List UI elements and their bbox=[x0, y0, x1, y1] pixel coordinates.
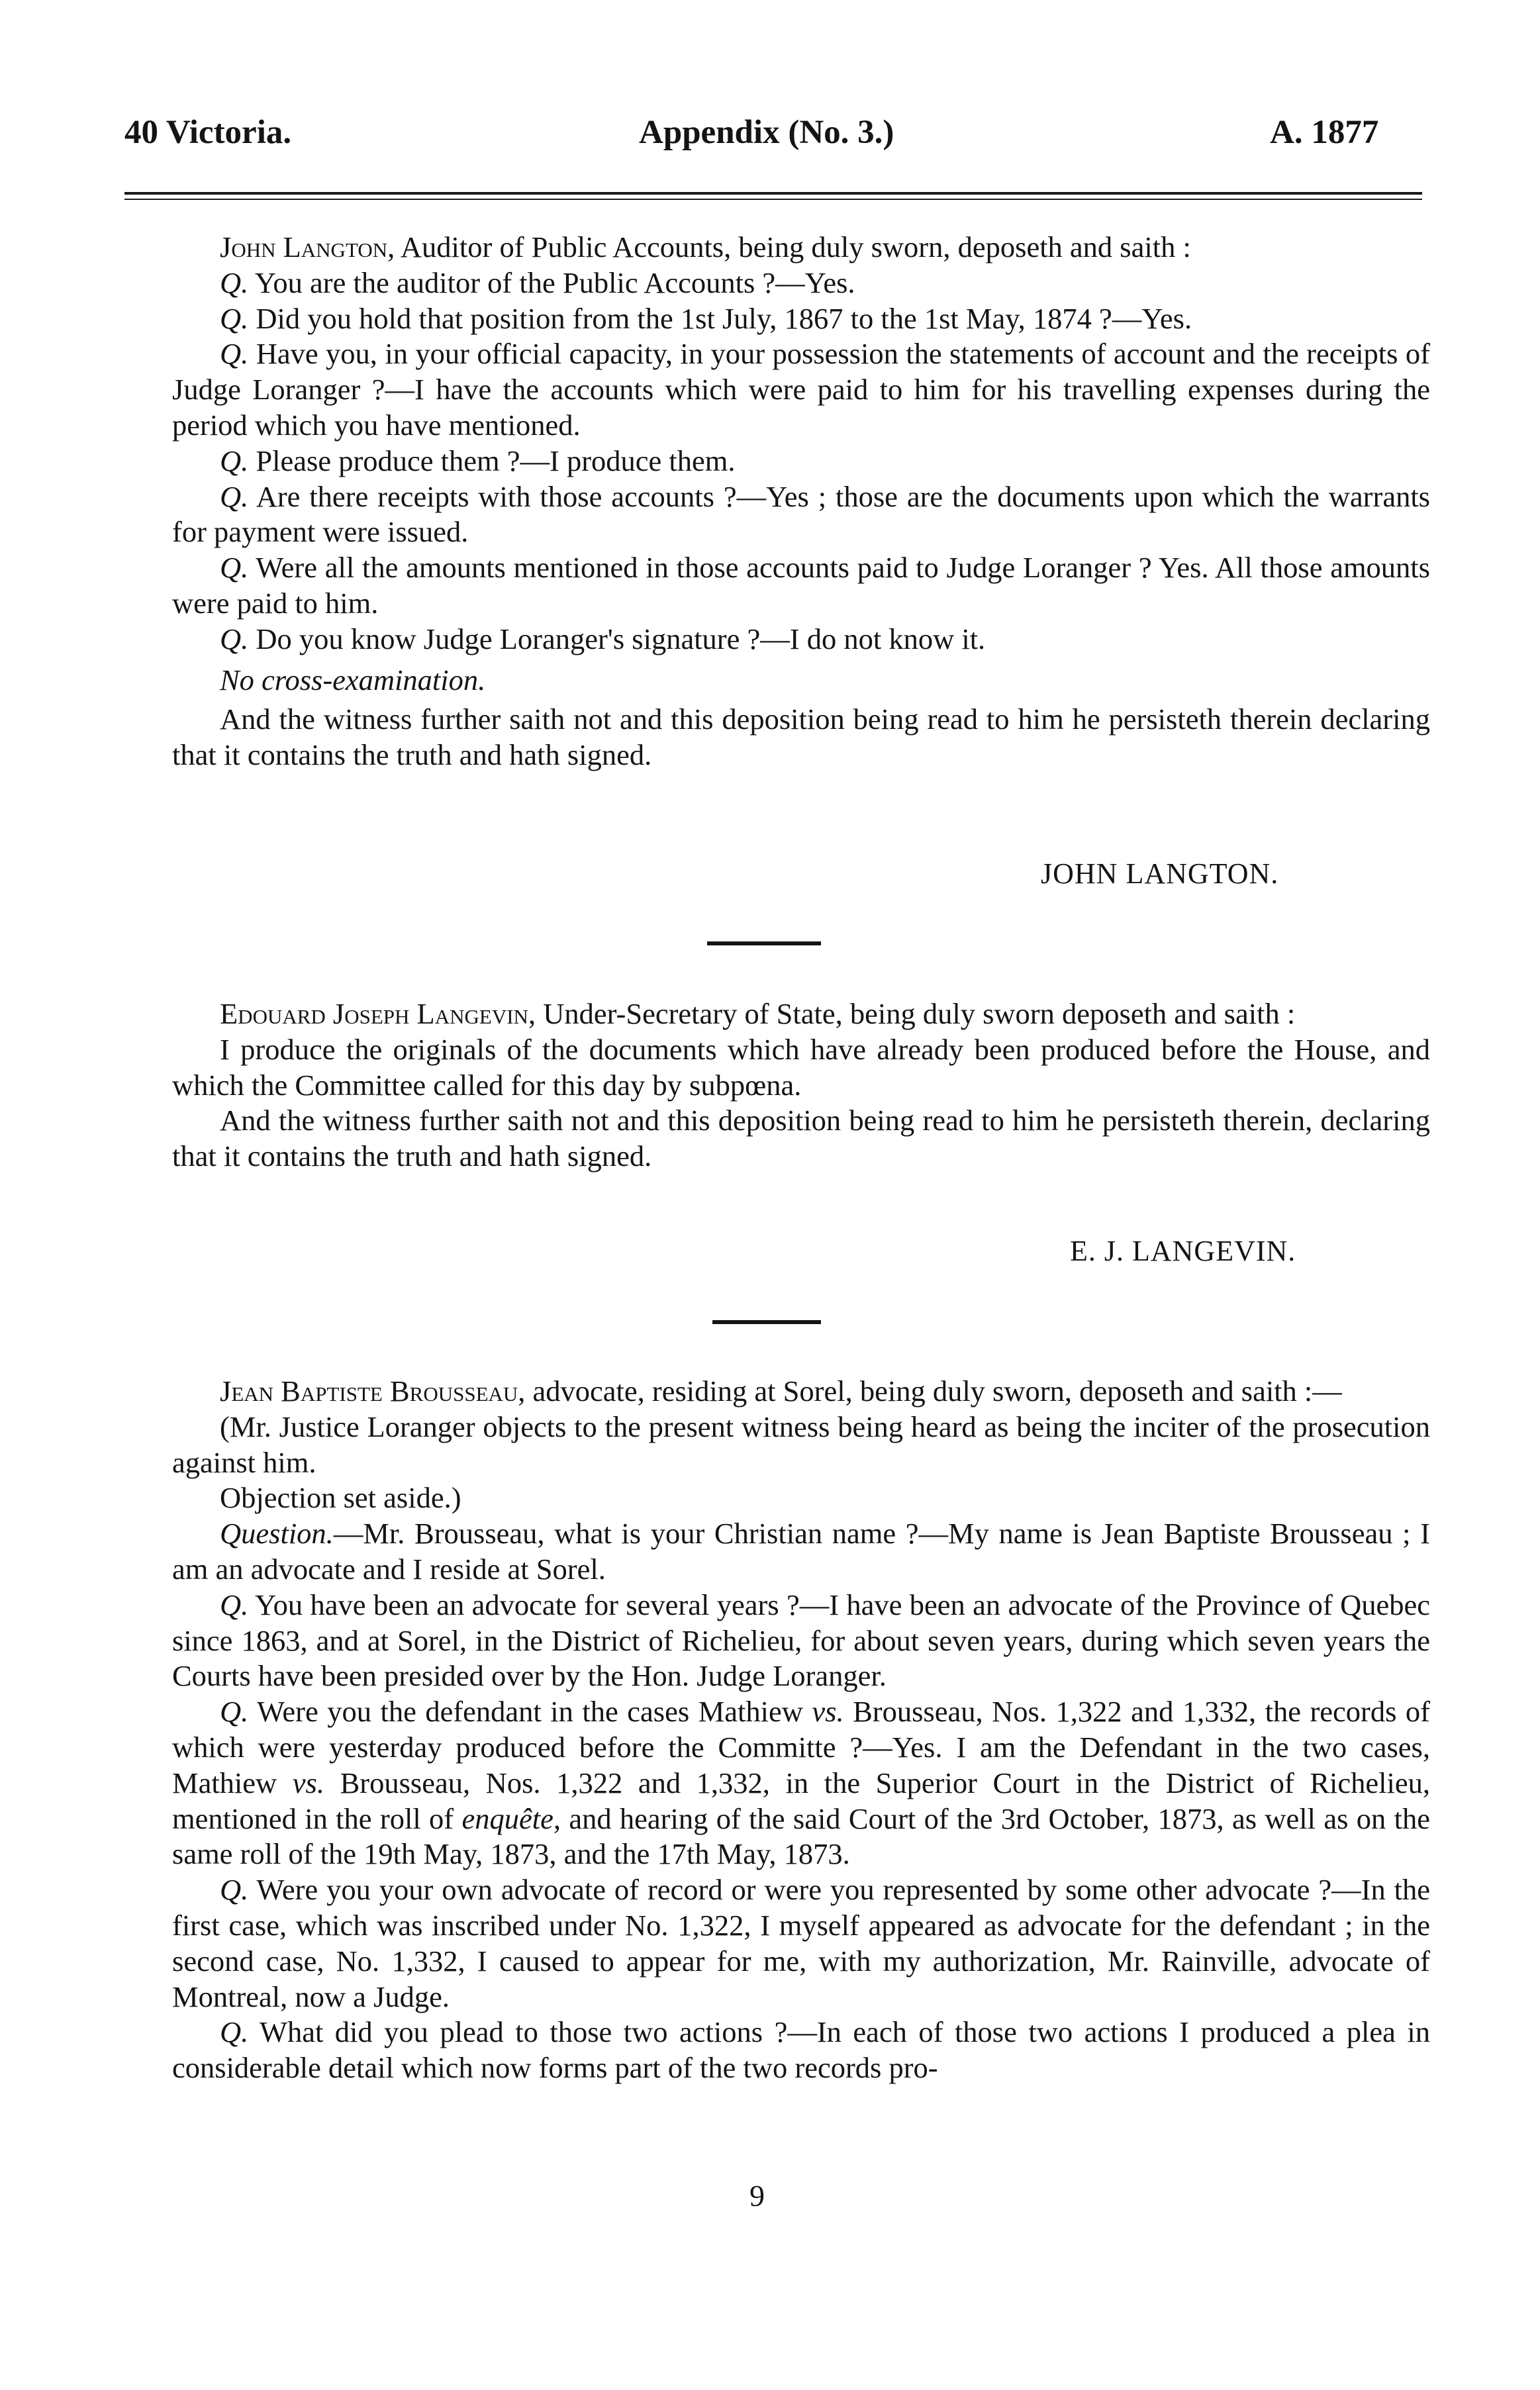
section-separator bbox=[712, 1320, 821, 1324]
qa-line: Q. You have been an advocate for several years ?—I have been an advocate of the Province of Quebec since 1863, and at Sorel, in the District of Richelieu, for about seven years, during which seven years the Courts have been presided over by the Hon. Judge Loranger. bbox=[172, 1588, 1430, 1693]
langevin-closing: And the witness further saith not and this deposition being read to him he persisteth therein, declaring that it contains the truth and hath signed. bbox=[172, 1104, 1430, 1173]
langevin-statement: I produce the originals of the documents which have already been produced before the House, and which the Committee called for this day by subpœna. bbox=[172, 1032, 1430, 1102]
qa-line: Q. Do you know Judge Loranger's signature ?—I do not know it. bbox=[220, 622, 986, 655]
signature-langevin: E. J. LANGEVIN. bbox=[1070, 1235, 1296, 1267]
header-rule-bottom bbox=[124, 199, 1422, 200]
qa-line: Q. What did you plead to those two actions ?—In each of those two actions I produced a plea in considerable detail which now forms part of the two records pro- bbox=[172, 2015, 1430, 2085]
section-separator bbox=[707, 941, 821, 945]
objection-ruling: Objection set aside.) bbox=[220, 1481, 461, 1515]
langton-closing: And the witness further saith not and this deposition being read to him he persisteth therein declaring that it contains the truth and hath signed. bbox=[172, 702, 1430, 772]
page-number: 9 bbox=[749, 2179, 765, 2213]
langton-intro: John Langton, Auditor of Public Accounts, being duly sworn, deposeth and saith : bbox=[220, 230, 1191, 263]
qa-line: Q. Have you, in your official capacity, in your possession the statements of account and the receipts of Judge Loranger ?—I have the accounts which were paid to him for his travelling expenses during the period which you have mentioned. bbox=[172, 337, 1430, 442]
qa-line: Q. Were you the defendant in the cases Mathiew vs. Brousseau, Nos. 1,322 and 1,332, the records of which were yesterday produced before the Committe ?—Yes. I am the Defendant in the two cases, Mathiew vs. Brousseau, Nos. 1,322 and 1,332, in the Superior Court in the District of Richelieu, mentioned in the roll of enquête, and hearing of the said Court of the 3rd October, 1873, as well as on the same roll of the 19th May, 1873, and the 17th May, 1873. bbox=[172, 1695, 1431, 1871]
deposition-langevin bbox=[172, 996, 1430, 1174]
deposition-brousseau bbox=[172, 1374, 1430, 2086]
qa-line: Q. You are the auditor of the Public Accounts ?—Yes. bbox=[220, 265, 855, 299]
witness-name: John Langton bbox=[220, 230, 388, 263]
cross-examination-note: No cross-examination. bbox=[220, 663, 486, 696]
objection-text: (Mr. Justice Loranger objects to the present witness being heard as being the inciter of the prosecution against him. bbox=[172, 1410, 1430, 1479]
deposition-langton bbox=[172, 230, 1430, 773]
qa-line: Q. Were all the amounts mentioned in those accounts paid to Judge Loranger ? Yes. All those amounts were paid to him. bbox=[172, 551, 1430, 620]
qa-line: Q. Were you your own advocate of record or were you represented by some other advocate ?—In the first case, which was inscribed under No. 1,322, I myself appeared as advocate for the defendant ; in the second case, No. 1,332, I caused to appear for me, with my authorization, Mr. Rainville, advocate of Montreal, now a Judge. bbox=[172, 1873, 1430, 2013]
header-session: 40 Victoria. bbox=[124, 114, 292, 151]
langevin-intro: Edouard Joseph Langevin, Under-Secretary of State, being duly sworn deposeth and saith : bbox=[220, 997, 1296, 1030]
signature-langton: JOHN LANGTON. bbox=[1041, 857, 1279, 890]
header-appendix: Appendix (No. 3.) bbox=[639, 114, 894, 151]
witness-name: Jean Baptiste Brousseau bbox=[220, 1374, 518, 1408]
qa-line: Question.—Mr. Brousseau, what is your Christian name ?—My name is Jean Baptiste Brousseau ; I am an advocate and I reside at Sorel. bbox=[172, 1517, 1430, 1586]
qa-line: Q. Please produce them ?—I produce them. bbox=[220, 444, 736, 477]
brousseau-intro: Jean Baptiste Brousseau, advocate, residing at Sorel, being duly sworn, deposeth and saith :— bbox=[220, 1374, 1342, 1408]
header-year: A. 1877 bbox=[1270, 114, 1379, 151]
witness-name: Edouard Joseph Langevin bbox=[220, 997, 528, 1030]
header-rule-top bbox=[124, 192, 1422, 195]
qa-line: Q. Are there receipts with those accounts ?—Yes ; those are the documents upon which the warrants for payment were issued. bbox=[172, 479, 1430, 549]
qa-line: Q. Did you hold that position from the 1st July, 1867 to the 1st May, 1874 ?—Yes. bbox=[220, 301, 1192, 335]
